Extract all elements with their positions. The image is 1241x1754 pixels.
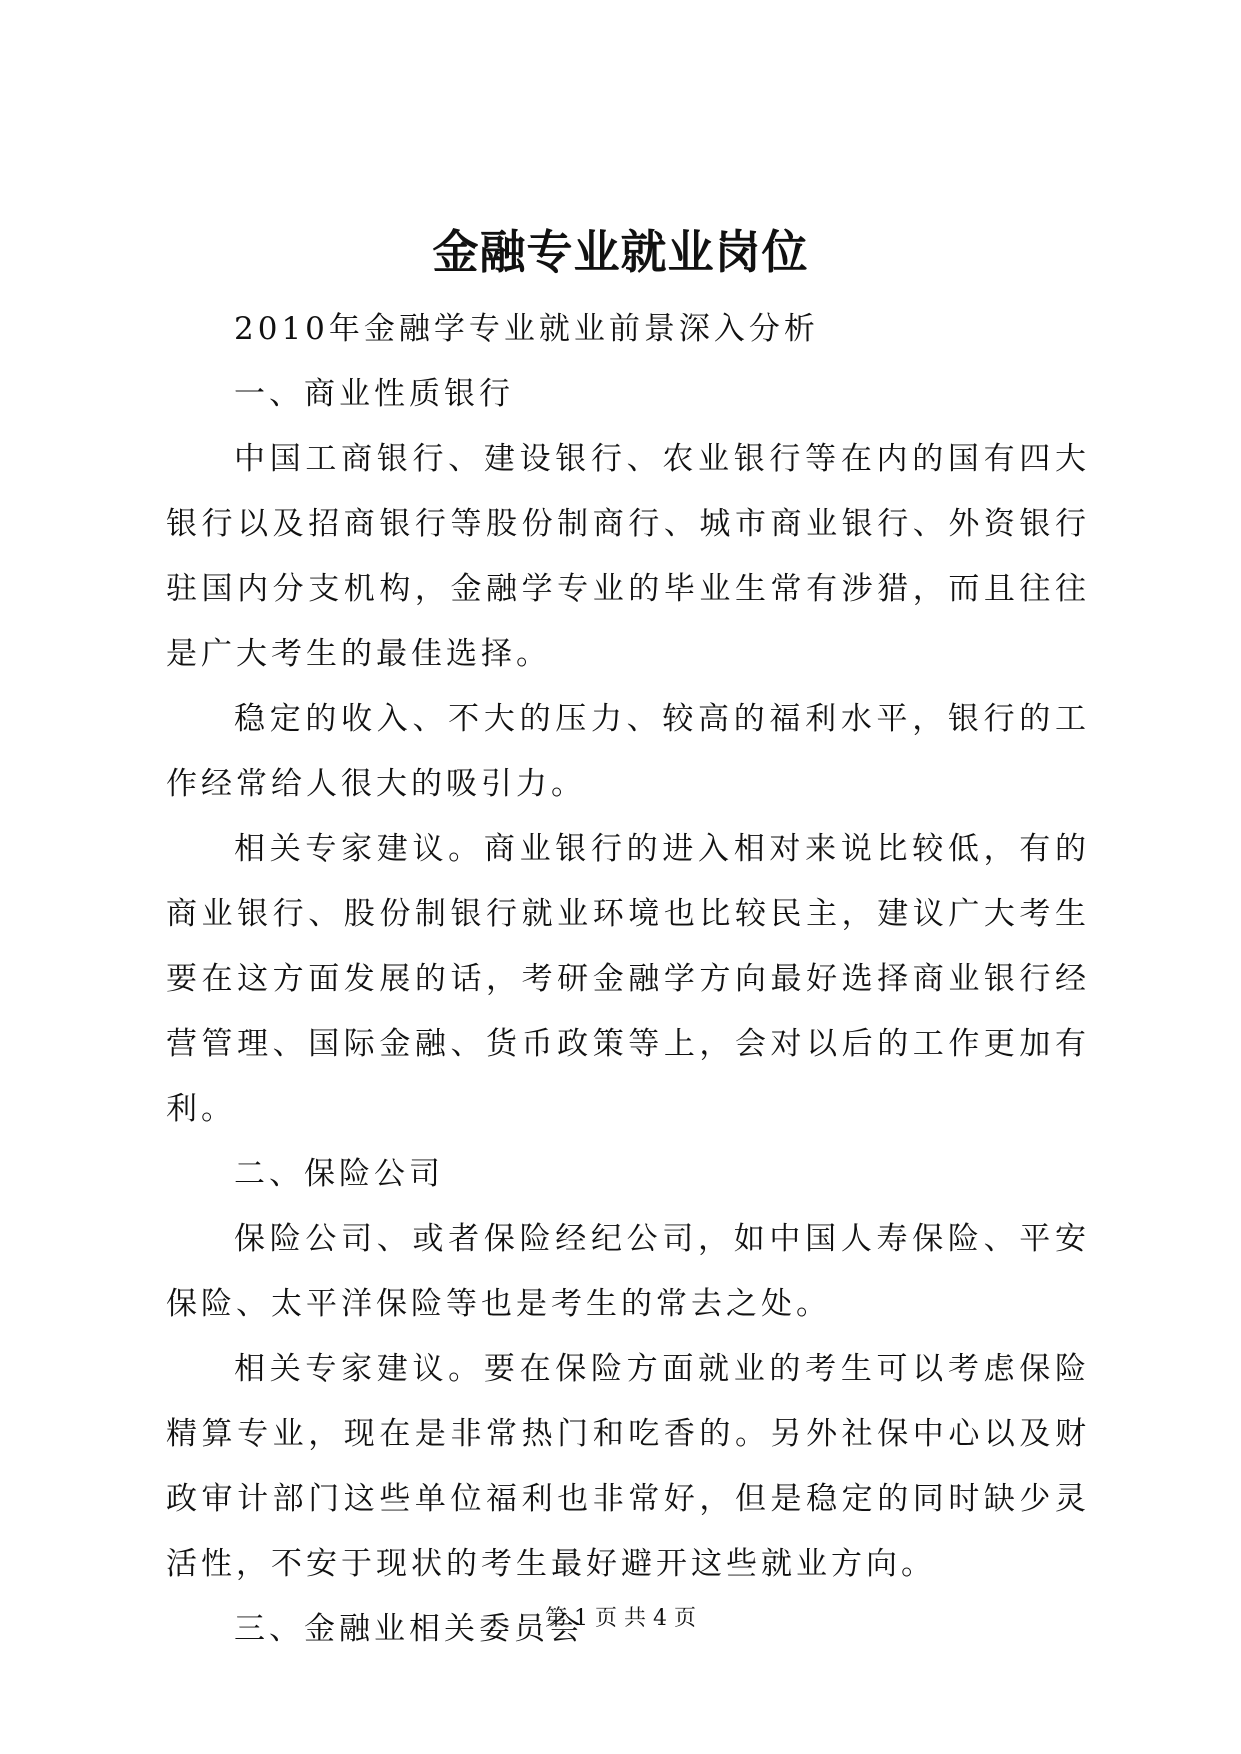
section-heading-committees: 三、金融业相关委员会 — [234, 1611, 584, 1647]
paragraph: 相关专家建议。要在保险方面就业的考生可以考虑保险精算专业，现在是非常热门和吃香的。另外社保中心以及财政审计部门这些单位福利也非常好，但是稳定的同时缺少灵活性，不安于现状的考生最好避开这些就业方向。 — [166, 1351, 1090, 1582]
paragraph: 保险公司、或者保险经纪公司，如中国人寿保险、平安保险、太平洋保险等也是考生的常去之处。 — [166, 1221, 1090, 1322]
section-heading-insurance: 二、保险公司 — [234, 1156, 444, 1192]
page-number-footer: 第 1 页 共 4 页 — [545, 1606, 696, 1631]
paragraph-subtitle: 2010年金融学专业就业前景深入分析 — [234, 311, 819, 347]
paragraph: 稳定的收入、不大的压力、较高的福利水平，银行的工作经常给人很大的吸引力。 — [166, 701, 1090, 802]
section-heading-commercial-banks: 一、商业性质银行 — [234, 376, 514, 412]
document-title: 金融专业就业岗位 — [432, 225, 809, 279]
paragraph: 相关专家建议。商业银行的进入相对来说比较低，有的商业银行、股份制银行就业环境也比较民主，建议广大考生要在这方面发展的话，考研金融学方向最好选择商业银行经营管理、国际金融、货币政策等上，会对以后的工作更加有利。 — [166, 831, 1090, 1127]
paragraph: 中国工商银行、建设银行、农业银行等在内的国有四大银行以及招商银行等股份制商行、城市商业银行、外资银行驻国内分支机构，金融学专业的毕业生常有涉猎，而且往往是广大考生的最佳选择。 — [166, 441, 1090, 672]
document-body — [166, 297, 1090, 1662]
